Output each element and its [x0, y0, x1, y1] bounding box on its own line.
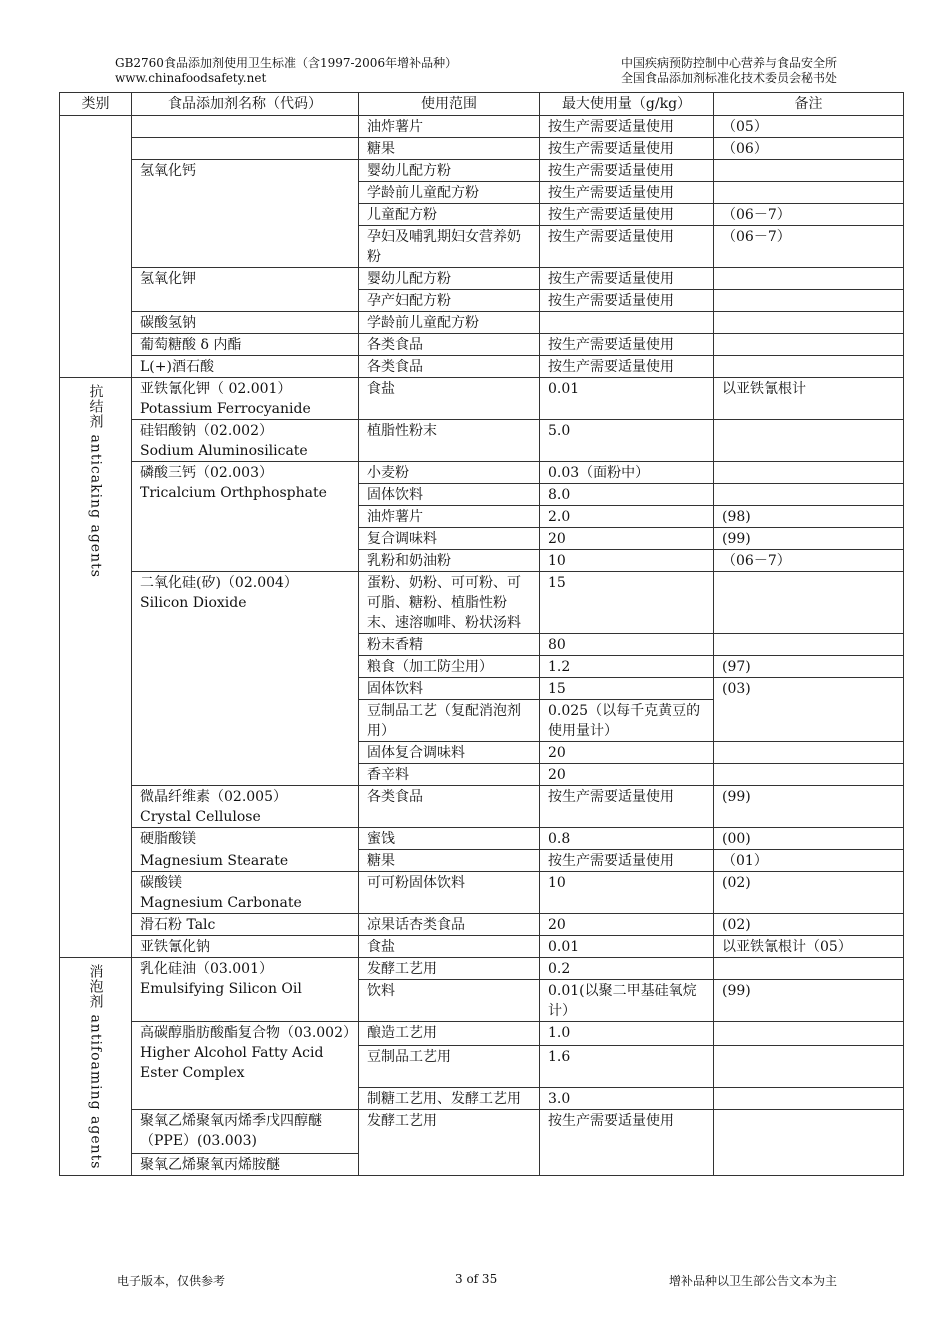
- usage-scope: 凉果话杏类食品: [359, 914, 540, 936]
- remark: （06－7）: [714, 204, 904, 226]
- max-usage: 按生产需要适量使用: [540, 160, 714, 182]
- usage-scope: 糖果: [359, 138, 540, 160]
- max-usage: 20: [540, 764, 714, 786]
- additive-name: [132, 138, 359, 160]
- remark: (00): [714, 828, 904, 850]
- remark: (97): [714, 656, 904, 678]
- remark: [714, 268, 904, 290]
- usage-scope: 儿童配方粉: [359, 204, 540, 226]
- remark: (99): [714, 786, 904, 828]
- max-usage: 0.01: [540, 936, 714, 958]
- max-usage: 按生产需要适量使用: [540, 204, 714, 226]
- additive-name-cn: 亚铁氰化钾（ 02.001）: [140, 381, 292, 397]
- max-usage: [540, 312, 714, 334]
- additive-name: L(+)酒石酸: [132, 356, 359, 378]
- additive-name: [132, 872, 359, 914]
- additive-name: 聚氧乙烯聚氧丙烯胺醚: [132, 1154, 359, 1176]
- usage-scope: 各类食品: [359, 334, 540, 356]
- additive-name: 氢氧化钾: [132, 268, 359, 312]
- remark: (02): [714, 914, 904, 936]
- usage-scope: 婴幼儿配方粉: [359, 268, 540, 290]
- max-usage: 5.0: [540, 420, 714, 462]
- additive-name-en: Crystal Cellulose: [140, 809, 261, 825]
- remark: [714, 958, 904, 980]
- table-row: [60, 420, 904, 462]
- col-header-note: 备注: [714, 93, 904, 116]
- remark: （06）: [714, 138, 904, 160]
- remark: 以亚铁氰根计: [714, 378, 904, 420]
- remark: [714, 1110, 904, 1176]
- usage-scope: 香辛料: [359, 764, 540, 786]
- additive-name-cn: 碳酸镁: [140, 875, 182, 891]
- usage-scope: 油炸薯片: [359, 506, 540, 528]
- remark: (99): [714, 980, 904, 1022]
- usage-scope: 植脂性粉末: [359, 420, 540, 462]
- max-usage: 3.0: [540, 1088, 714, 1110]
- remark: (02): [714, 872, 904, 914]
- category-antifoaming: [60, 958, 132, 1176]
- usage-scope: 复合调味料: [359, 528, 540, 550]
- table-row: [60, 936, 904, 958]
- max-usage: 0.01(以聚二甲基硅氧烷计）: [540, 980, 714, 1022]
- additive-name: 聚氧乙烯聚氧丙烯季戊四醇醚（PPE）(03.003): [132, 1110, 359, 1154]
- remark: [714, 484, 904, 506]
- remark: [714, 462, 904, 484]
- usage-scope: 粉末香精: [359, 634, 540, 656]
- max-usage: 0.8: [540, 828, 714, 850]
- table-row: [60, 914, 904, 936]
- col-header-category: 类别: [60, 93, 132, 116]
- max-usage: 8.0: [540, 484, 714, 506]
- usage-scope: 发酵工艺用: [359, 958, 540, 980]
- usage-scope: 饮料: [359, 980, 540, 1022]
- usage-scope: 学龄前儿童配方粉: [359, 312, 540, 334]
- usage-scope: 糖果: [359, 850, 540, 872]
- remark: [714, 1046, 904, 1088]
- additive-name: [132, 116, 359, 138]
- additive-name: [132, 462, 359, 572]
- usage-scope: 豆制品工艺（复配消泡剂用）: [359, 700, 540, 742]
- max-usage: 1.6: [540, 1046, 714, 1088]
- max-usage: 按生产需要适量使用: [540, 786, 714, 828]
- additive-name-en: Higher Alcohol Fatty Acid Ester Complex: [140, 1045, 324, 1081]
- max-usage: 0.2: [540, 958, 714, 980]
- remark: [714, 1088, 904, 1110]
- max-usage: 按生产需要适量使用: [540, 182, 714, 204]
- table-row: [60, 872, 904, 914]
- usage-scope: 蜜饯: [359, 828, 540, 850]
- max-usage: 按生产需要适量使用: [540, 1110, 714, 1176]
- usage-scope: 乳粉和奶油粉: [359, 550, 540, 572]
- table-row: [60, 116, 904, 138]
- remark: （05）: [714, 116, 904, 138]
- usage-scope: 孕产妇配方粉: [359, 290, 540, 312]
- header-secretariat: 全国食品添加剂标准化技术委员会秘书处: [620, 71, 837, 85]
- additive-name-en: Potassium Ferrocyanide: [140, 401, 311, 417]
- additive-name: [132, 786, 359, 828]
- max-usage: 按生产需要适量使用: [540, 850, 714, 872]
- usage-scope: 各类食品: [359, 356, 540, 378]
- table-row: [60, 312, 904, 334]
- max-usage: 按生产需要适量使用: [540, 290, 714, 312]
- max-usage: 按生产需要适量使用: [540, 268, 714, 290]
- max-usage: 按生产需要适量使用: [540, 356, 714, 378]
- usage-scope: 可可粉固体饮料: [359, 872, 540, 914]
- table-row: [60, 1022, 904, 1046]
- remark: （01）: [714, 850, 904, 872]
- remark: [714, 290, 904, 312]
- remark: [714, 1022, 904, 1046]
- remark: （06－7）: [714, 550, 904, 572]
- max-usage: 1.0: [540, 1022, 714, 1046]
- remark: [714, 334, 904, 356]
- category-label-anticaking: 抗结剂 anticaking agents: [87, 384, 104, 578]
- usage-scope: 学龄前儿童配方粉: [359, 182, 540, 204]
- max-usage: 15: [540, 572, 714, 634]
- usage-scope: 固体饮料: [359, 484, 540, 506]
- table-row: [60, 462, 904, 484]
- additive-name: 滑石粉 Talc: [132, 914, 359, 936]
- max-usage: 20: [540, 528, 714, 550]
- remark: (98): [714, 506, 904, 528]
- header-institute: 中国疾病预防控制中心营养与食品安全所: [620, 56, 837, 70]
- page-number: 3 of 35: [455, 1272, 498, 1286]
- table-row: [60, 138, 904, 160]
- additive-name: 葡萄糖酸 δ 内酯: [132, 334, 359, 356]
- remark: [714, 312, 904, 334]
- category-label-antifoaming: 消泡剂 antifoaming agents: [87, 964, 104, 1170]
- header-standard-title: GB2760食品添加剂使用卫生标准（含1997-2006年增补品种）: [115, 56, 458, 70]
- max-usage: 按生产需要适量使用: [540, 226, 714, 268]
- table-row: [60, 356, 904, 378]
- col-header-max: 最大使用量（g/kg）: [540, 93, 714, 116]
- table-row: [60, 1110, 904, 1154]
- footer-note: 增补品种以卫生部公告文本为主: [668, 1274, 837, 1288]
- usage-scope: 各类食品: [359, 786, 540, 828]
- usage-scope: 粮食（加工防尘用）: [359, 656, 540, 678]
- usage-scope: 油炸薯片: [359, 116, 540, 138]
- header-website[interactable]: www.chinafoodsafety.net: [115, 71, 267, 85]
- category-cell-continued: [60, 116, 132, 378]
- remark: [714, 572, 904, 634]
- additive-name-cn: 二氧化硅(矽)（02.004）: [140, 575, 298, 591]
- max-usage: 按生产需要适量使用: [540, 116, 714, 138]
- usage-scope: 食盐: [359, 378, 540, 420]
- additive-name: [132, 572, 359, 786]
- additive-name-cn: 硅铝酸钠（02.002）: [140, 423, 273, 439]
- additive-name: [132, 958, 359, 1022]
- category-anticaking: [60, 378, 132, 958]
- usage-scope: 酿造工艺用: [359, 1022, 540, 1046]
- additive-name: 氢氧化钙: [132, 160, 359, 268]
- max-usage: 20: [540, 742, 714, 764]
- usage-scope: 豆制品工艺用: [359, 1046, 540, 1088]
- additive-name: [132, 1022, 359, 1110]
- max-usage: 10: [540, 550, 714, 572]
- footer-disclaimer: 电子版本，仅供参考: [117, 1274, 226, 1288]
- additive-name: [132, 378, 359, 420]
- table-row: [60, 958, 904, 980]
- table-row: [60, 334, 904, 356]
- remark: [714, 160, 904, 182]
- max-usage: 0.03（面粉中）: [540, 462, 714, 484]
- additive-name: Magnesium Stearate: [132, 850, 359, 872]
- max-usage: 2.0: [540, 506, 714, 528]
- remark: [714, 420, 904, 462]
- additive-name-en: Silicon Dioxide: [140, 595, 247, 611]
- table-row: [60, 378, 904, 420]
- usage-scope: 蛋粉、奶粉、可可粉、可可脂、糖粉、植脂性粉末、速溶咖啡、粉状汤料: [359, 572, 540, 634]
- remark: [714, 742, 904, 764]
- additive-name-cn: 微晶纤维素（02.005）: [140, 789, 287, 805]
- table-row: [60, 828, 904, 850]
- additive-name-cn: 磷酸三钙（02.003）: [140, 465, 273, 481]
- additive-name-cn: 高碳醇脂肪酸酯复合物（03.002）: [140, 1025, 357, 1041]
- table-row: [60, 160, 904, 182]
- remark: 以亚铁氰根计（05）: [714, 936, 904, 958]
- table-row: [60, 268, 904, 290]
- max-usage: 15: [540, 678, 714, 700]
- additive-name: [132, 420, 359, 462]
- max-usage: 按生产需要适量使用: [540, 334, 714, 356]
- col-header-scope: 使用范围: [359, 93, 540, 116]
- remark: [714, 356, 904, 378]
- additive-name: 硬脂酸镁: [132, 828, 359, 850]
- table-row: [60, 786, 904, 828]
- table-row: [60, 572, 904, 634]
- table-row: [60, 850, 904, 872]
- max-usage: 按生产需要适量使用: [540, 138, 714, 160]
- max-usage: 10: [540, 872, 714, 914]
- additive-name-en: Emulsifying Silicon Oil: [140, 981, 302, 997]
- additive-name: 亚铁氰化钠: [132, 936, 359, 958]
- table-header-row: [60, 93, 904, 116]
- max-usage: 0.01: [540, 378, 714, 420]
- remark: [714, 182, 904, 204]
- usage-scope: 食盐: [359, 936, 540, 958]
- additive-name-cn: 乳化硅油（03.001）: [140, 961, 273, 977]
- usage-scope: 制糖工艺用、发酵工艺用: [359, 1088, 540, 1110]
- max-usage: 20: [540, 914, 714, 936]
- max-usage: 0.025（以每千克黄豆的使用量计）: [540, 700, 714, 742]
- remark: (03): [714, 678, 904, 742]
- remark: [714, 634, 904, 656]
- usage-scope: 孕妇及哺乳期妇女营养奶粉: [359, 226, 540, 268]
- additives-table: [59, 92, 904, 1176]
- additive-name-en: Sodium Aluminosilicate: [140, 443, 308, 459]
- usage-scope: 固体饮料: [359, 678, 540, 700]
- max-usage: 1.2: [540, 656, 714, 678]
- remark: (99): [714, 528, 904, 550]
- usage-scope: 发酵工艺用: [359, 1110, 540, 1176]
- remark: [714, 764, 904, 786]
- max-usage: 80: [540, 634, 714, 656]
- remark: （06－7）: [714, 226, 904, 268]
- usage-scope: 婴幼儿配方粉: [359, 160, 540, 182]
- additive-name: 碳酸氢钠: [132, 312, 359, 334]
- usage-scope: 固体复合调味料: [359, 742, 540, 764]
- usage-scope: 小麦粉: [359, 462, 540, 484]
- additive-name-en: Tricalcium Orthphosphate: [140, 485, 327, 501]
- col-header-name: 食品添加剂名称（代码）: [132, 93, 359, 116]
- additive-name-en: Magnesium Carbonate: [140, 895, 302, 911]
